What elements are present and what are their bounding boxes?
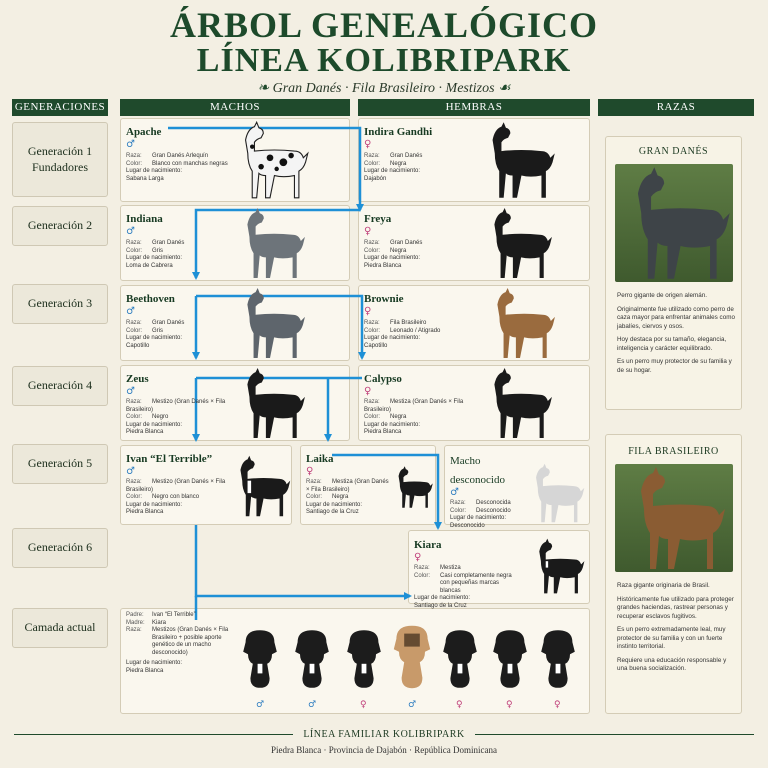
field-label: Color: [306,494,323,500]
dog-freya-info [364,207,422,270]
footer-title [0,729,768,740]
field-value: Casi completamente negra con pequeñas marcas blancas [440,572,512,594]
dog-name: Ivan “El Terrible” [126,453,213,465]
field-value: Mestizo (Gran Danés × Fila Brasileiro) [126,479,226,493]
field-label: Raza: [126,153,142,159]
puppy-illustration-5 [436,618,484,700]
dog-unknown-silhouette [524,460,586,526]
puppy-sex-icon: ♂ [408,700,417,710]
field-label: Color: [126,327,143,334]
male-symbol-icon: ♂ [126,139,135,150]
field-label: Raza: [126,320,142,326]
generation-label-2: Generación 2 [12,206,108,246]
field-label: Lugar de nacimiento: [126,255,183,261]
breed-paragraph: Originalmente fue utilizado como perro de caza mayor para enfrentar animales como jabalíes, ciervos y osos. [617,305,735,330]
column-header-males: MACHOS [120,99,350,116]
field-value: Blanco con manchas negras [152,160,228,167]
field-label: Lugar de nacimiento: [126,501,183,508]
field-label: Raza: [126,240,142,246]
field-label: Lugar de nacimiento: [414,595,471,601]
field-value: Desconocido [450,522,485,529]
breed-paragraph: Raza gigante originaria de Brasil. [617,582,710,589]
field-value: Leonado / Atigrado [390,327,441,334]
dog-name: Brownie [364,293,404,305]
field-value: Negra [332,494,349,500]
field-label: Raza: [126,399,142,405]
generation-label-5: Generación 5 [12,444,108,484]
field-label: Raza: [126,479,142,485]
connector-g6 [196,525,410,596]
dog-name: Apache [126,126,162,138]
male-symbol-icon: ♂ [450,487,459,498]
field-label: Color: [364,160,381,167]
column-header-generations: GENERACIONES [12,99,108,116]
leaf-ornament-icon: ☙ [494,81,511,96]
generation-label-6: Generación 6 [12,528,108,568]
field-label: Raza: [450,500,466,506]
dog-name: Indiana [126,213,163,225]
female-symbol-icon: ♀ [364,306,372,317]
field-label: Color: [126,160,143,167]
dog-unknown-info [450,449,530,530]
field-label: Lugar de nacimiento: [126,168,183,174]
field-value: Gran Danés [390,153,423,159]
field-label: Raza: [364,320,380,326]
field-label: Color: [126,247,143,254]
field-label: Lugar de nacimiento: [364,335,421,341]
field-label: Lugar de nacimiento: [126,335,183,341]
dog-beethoven-info [126,287,184,350]
field-value: Negro [152,414,169,420]
field-label: Color: [364,247,381,254]
field-label: Madre: [126,619,145,626]
dog-brownie-info [364,287,440,350]
female-symbol-icon: ♀ [414,552,422,563]
breed-photo-great-dane [615,164,733,282]
puppy-illustration-1 [236,618,284,700]
puppy-sex-icon: ♀ [456,700,463,710]
field-value: Negra [390,414,407,420]
field-label: Lugar de nacimiento: [450,515,507,521]
field-value: Mestiza (Gran Danés × Fila Brasileiro) [364,399,464,413]
column-header-breeds: RAZAS [598,99,754,116]
field-label: Raza: [126,627,142,633]
female-symbol-icon: ♀ [364,386,372,397]
generation-label-4: Generación 4 [12,366,108,406]
breed-text-great-dane [617,292,735,375]
dog-indira-info [364,120,432,183]
field-value: Gris [152,327,163,334]
field-label: Lugar de nacimiento: [364,168,421,174]
dog-apache-illustration [228,120,312,200]
dog-name: Kiara [414,539,442,551]
page-title: ÁRBOL GENEALÓGICO [169,5,599,45]
dog-name: Macho desconocido [450,455,505,486]
field-value: Ivan “El Terrible” [152,612,196,618]
field-value: Desconocido [476,507,511,514]
dog-kiara-illustration [528,530,586,602]
field-value: Piedra Blanca [126,509,164,515]
field-value: Santiago de la Cruz [306,509,359,515]
field-label: Lugar de nacimiento: [126,421,183,428]
field-value: Mestizo (Gran Danés × Fila Brasileiro) [126,399,226,413]
generation-label-1: Generación 1 Fundadores [12,122,108,197]
field-value: Gris [152,247,163,254]
field-value: Mestiza (Gran Danés × Fila Brasileiro) [306,479,389,493]
field-value: Negro con blanco [152,494,200,500]
field-value: Piedra Blanca [126,667,164,674]
field-label: Raza: [414,565,430,571]
male-symbol-icon: ♂ [126,386,135,397]
page-title-line2: LÍNEA KOLIBRIPARK [196,42,572,79]
dog-laika-illustration [390,454,434,520]
puppy-sex-icon: ♀ [554,700,561,710]
field-label: Lugar de nacimiento: [126,660,183,666]
dog-name: Freya [364,213,392,225]
breed-paragraph: Requiere una educación responsable y una buena socialización. [617,656,727,672]
dog-ivan-illustration [228,448,292,524]
field-value: Kiara [152,619,167,626]
field-label: Raza: [364,240,380,246]
field-value: Gran Danés [152,320,185,326]
field-value: Capotillo [364,342,388,349]
field-label: Raza: [364,399,380,405]
field-label: Raza: [364,153,380,159]
field-value: Gran Danés [390,240,423,246]
dog-calypso-info [364,367,472,437]
field-value: Fila Brasileiro [390,320,427,326]
field-value: Loma de Cabrera [126,262,173,269]
dog-indiana-illustration [228,206,312,280]
dog-apache-info [126,120,228,183]
field-value: Piedra Blanca [364,262,402,269]
breed-paragraph: Perro gigante de origen alemán. [617,292,707,299]
breed-paragraph: Es un perro muy protector de su familia y de su hogar. [617,358,732,374]
field-label: Color: [364,327,381,334]
field-value: Gran Danés Arlequín [152,153,209,159]
dog-kiara-info [414,533,520,610]
female-symbol-icon: ♀ [364,226,372,237]
puppy-sex-icon: ♂ [308,700,317,710]
field-label: Color: [414,572,431,579]
dog-name: Indira Gandhi [364,126,433,138]
field-label: Padre: [126,612,144,618]
field-label: Color: [126,414,143,420]
dog-freya-illustration [475,206,559,280]
dog-name: Beethoven [126,293,175,305]
field-value: Santiago de la Cruz [414,602,467,609]
field-label: Raza: [306,479,322,485]
field-label: Lugar de nacimiento: [364,255,421,261]
male-symbol-icon: ♂ [126,306,135,317]
breed-paragraph: Históricamente fue utilizado para proteger grandes haciendas, rastrear personas y recuperar esclavos fugitivos. [617,595,734,620]
puppy-illustration-6 [486,618,534,700]
field-label: Color: [450,507,467,514]
puppy-sex-icon: ♂ [256,700,265,710]
dog-name: Zeus [126,373,149,385]
field-value: Negra [390,247,407,254]
dog-laika-info [306,447,392,517]
field-label: Color: [126,494,143,500]
dog-calypso-illustration [475,366,559,440]
field-value: Sabana Larga [126,175,164,182]
field-value: Negra [390,160,407,167]
dog-beethoven-illustration [228,286,312,360]
dog-name: Calypso [364,373,402,385]
great-dane-photo-icon [615,164,733,282]
field-label: Lugar de nacimiento: [364,421,421,428]
dog-indiana-info [126,207,184,270]
footer-location: Piedra Blanca · Provincia de Dajabón · República Dominicana [271,745,497,755]
fila-photo-icon [615,464,733,572]
breed-title-great-dane: GRAN DANÉS [638,146,709,157]
generation-label-3: Generación 3 [12,284,108,324]
litter-info [126,612,230,675]
breed-title-fila: FILA BRASILEIRO [628,446,719,457]
breed-photo-fila [615,464,733,572]
field-label: Lugar de nacimiento: [306,501,363,508]
leaf-ornament-icon: ❧ [257,81,273,96]
puppy-illustration-7 [534,618,582,700]
male-symbol-icon: ♂ [126,466,135,477]
puppy-illustration-2 [288,618,336,700]
subtitle-text: Gran Danés · Fila Brasileiro · Mestizos [272,81,495,96]
generation-label-litter: Camada actual [12,608,108,648]
dog-brownie-illustration [475,286,565,360]
puppy-illustration-3 [340,618,388,700]
puppy-sex-icon: ♀ [506,700,513,710]
field-value: Piedra Blanca [364,429,402,435]
field-value: Gran Danés [152,240,185,246]
field-label: Color: [364,414,381,420]
field-value: Capotillo [126,342,150,349]
field-value: Desconocida [476,500,511,506]
field-value: Dajabón [364,175,387,182]
female-symbol-icon: ♀ [306,466,314,477]
column-header-females: HEMBRAS [358,99,590,116]
puppy-sex-icon: ♀ [360,700,367,710]
breed-paragraph: Hoy destaca por su tamaño, elegancia, inteligencia y carácter equilibrado. [617,336,727,352]
field-value: Piedra Blanca [126,429,164,435]
female-symbol-icon: ♀ [364,139,372,150]
footer-title-text: LÍNEA FAMILIAR KOLIBRIPARK [293,729,474,740]
dog-zeus-illustration [228,366,312,440]
dog-ivan-info [126,447,230,517]
field-value: Mestizos (Gran Danés × Fila Brasileiro + posible aporte genético de un macho desconocido) [152,627,229,656]
dog-name: Laika [306,453,334,465]
breed-text-fila [617,582,735,674]
dog-indira-illustration [475,120,559,200]
breed-paragraph: Es un perro extremadamente leal, muy protector de su familia y con un fuerte instinto territorial. [617,626,726,650]
puppy-illustration-4 [386,614,438,700]
dog-zeus-info [126,367,226,437]
field-value: Mestiza [440,565,461,571]
male-symbol-icon: ♂ [126,226,135,237]
